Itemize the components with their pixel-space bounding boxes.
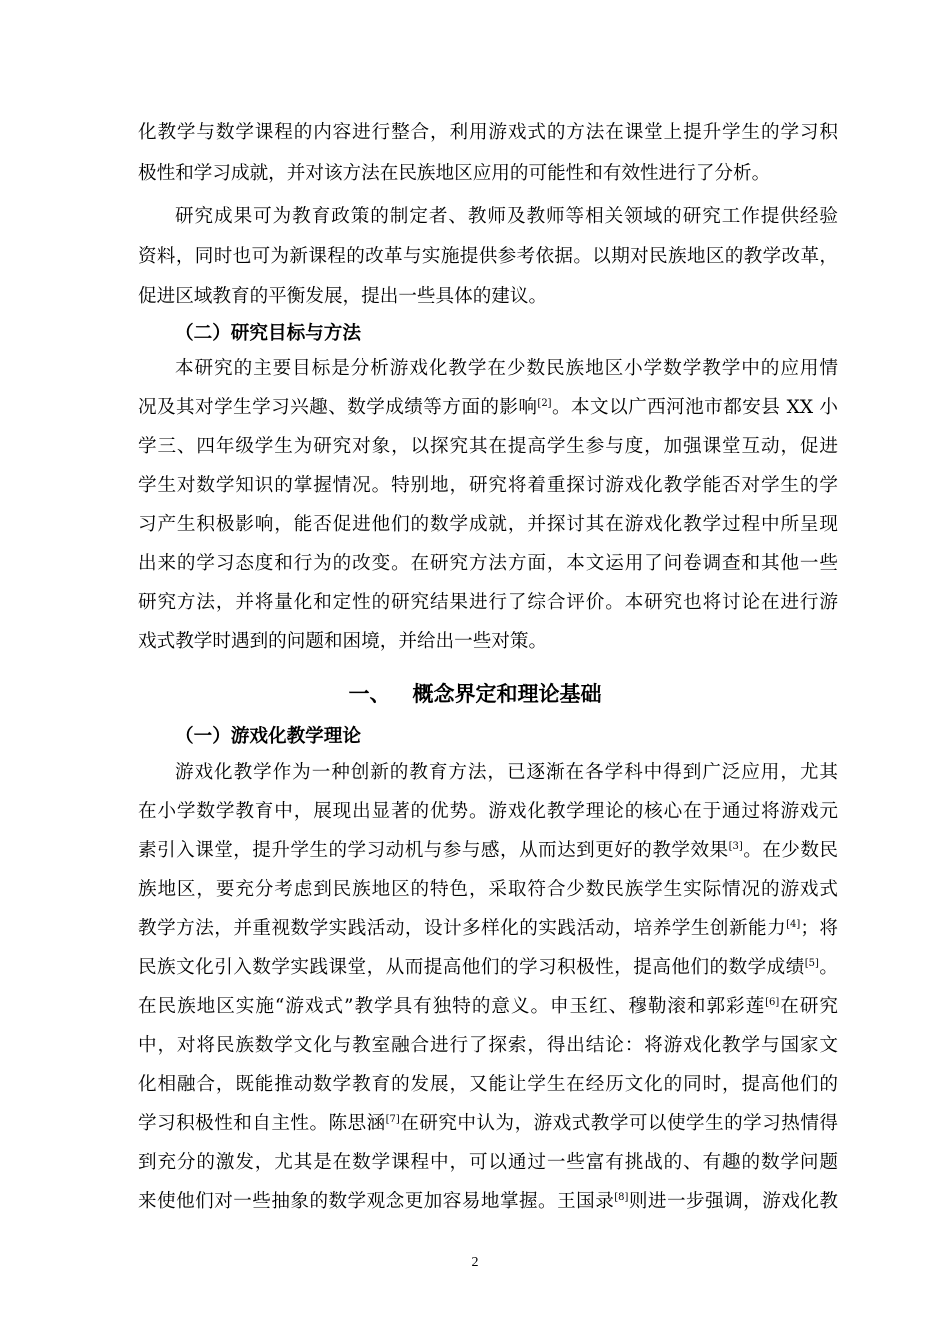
body-text-line: 中，对将民族数学文化与教室融合进行了探索，得出结论：将游戏化教学与国家文	[138, 1035, 838, 1056]
body-text-line	[138, 953, 838, 983]
body-text-line	[138, 992, 838, 1022]
body-text-line: 化教学与数学课程的内容进行整合，利用游戏式的方法在课堂上提升学生的学习积	[138, 122, 838, 143]
body-text-line: 学生对数学知识的掌握情况。特别地，研究将着重探讨游戏化教学能否对学生的学	[138, 475, 838, 496]
text-run: 。	[818, 957, 838, 978]
text-run: 。在少数民	[742, 840, 838, 861]
text-run: 来使他们对一些抽象的数学观念更加容易地掌握。王国录	[138, 1191, 615, 1212]
body-text-line: 研究方法，并将量化和定性的研究结果进行了综合评价。本研究也将讨论在进行游	[138, 592, 838, 613]
body-text-line: 游戏化教学作为一种创新的教育方法，已逐渐在各学科中得到广泛应用，尤其	[175, 762, 838, 783]
text-run: 民族文化引入数学实践课堂，从而提高他们的学习积极性，提高他们的数学成绩	[138, 957, 805, 978]
subsection-title: （一）游戏化教学理论	[175, 726, 361, 747]
citation-ref: [7]	[385, 1114, 400, 1125]
section-number: 一、	[348, 682, 391, 706]
text-run: 在研究中认为，游戏式教学可以使学生的学习热情得	[399, 1113, 838, 1134]
text-run: 。本文以广西河池市都安县 XX 小	[551, 397, 838, 418]
subsection-title: （二）研究目标与方法	[175, 323, 361, 344]
citation-ref: [3]	[728, 841, 743, 852]
body-text-line: 在小学数学教育中，展现出显著的优势。游戏化教学理论的核心在于通过将游戏元	[138, 801, 838, 822]
citation-ref: [5]	[804, 958, 819, 969]
body-text-line	[138, 1109, 838, 1139]
text-run: 况及其对学生学习兴趣、数学成绩等方面的影响	[138, 397, 538, 418]
body-text-line: 出来的学习态度和行为的改变。在研究方法方面，本文运用了问卷调查和其他一些	[138, 553, 838, 574]
text-run: ；将	[800, 918, 838, 939]
body-text-line: 习产生积极影响，能否促进他们的数学成就，并探讨其在游戏化教学过程中所呈现	[138, 514, 838, 535]
citation-ref: [8]	[614, 1192, 629, 1203]
text-run: 学习积极性和自主性。陈思涵	[138, 1113, 386, 1134]
body-text-line: 到充分的激发，尤其是在数学课程中，可以通过一些富有挑战的、有趣的数学问题	[138, 1152, 838, 1173]
text-run: 在民族地区实施“游戏式”教学具有独特的意义。申玉红、穆勒滚和郭彩莲	[138, 996, 766, 1017]
body-text-line: 极性和学习成就，并对该方法在民族地区应用的可能性和有效性进行了分析。	[138, 163, 771, 184]
body-text-line: 研究成果可为教育政策的制定者、教师及教师等相关领域的研究工作提供经验	[175, 206, 838, 227]
section-title	[0, 678, 950, 710]
citation-ref: [6]	[765, 997, 780, 1008]
page-number: 2	[471, 1255, 479, 1270]
text-run: 教学方法，并重视数学实践活动，设计多样化的实践活动，培养学生创新能力	[138, 918, 787, 939]
citation-ref: [2]	[537, 398, 552, 409]
text-run: 在研究	[779, 996, 838, 1017]
body-text-line: 学三、四年级学生为研究对象，以探究其在提高学生参与度，加强课堂互动，促进	[138, 436, 838, 457]
body-text-line: 族地区，要充分考虑到民族地区的特色，采取符合少数民族学生实际情况的游戏式	[138, 879, 838, 900]
citation-ref: [4]	[786, 919, 801, 930]
body-text-line: 化相融合，既能推动数学教育的发展，又能让学生在经历文化的同时，提高他们的	[138, 1074, 838, 1095]
body-text-line: 促进区域教育的平衡发展，提出一些具体的建议。	[138, 286, 548, 307]
body-text-line: 戏式教学时遇到的问题和困境，并给出一些对策。	[138, 631, 548, 652]
section-title-text: 概念界定和理论基础	[412, 682, 602, 706]
text-run: 素引入课堂，提升学生的学习动机与参与感，从而达到更好的教学效果	[138, 840, 729, 861]
text-run: 则进一步强调，游戏化教	[628, 1191, 838, 1212]
body-text-line	[138, 836, 838, 866]
body-text-line: 本研究的主要目标是分析游戏化教学在少数民族地区小学数学教学中的应用情	[175, 358, 838, 379]
body-text-line	[138, 393, 838, 423]
body-text-line	[138, 1187, 838, 1217]
body-text-line	[138, 914, 838, 944]
body-text-line: 资料，同时也可为新课程的改革与实施提供参考依据。以期对民族地区的教学改革，	[138, 246, 838, 267]
